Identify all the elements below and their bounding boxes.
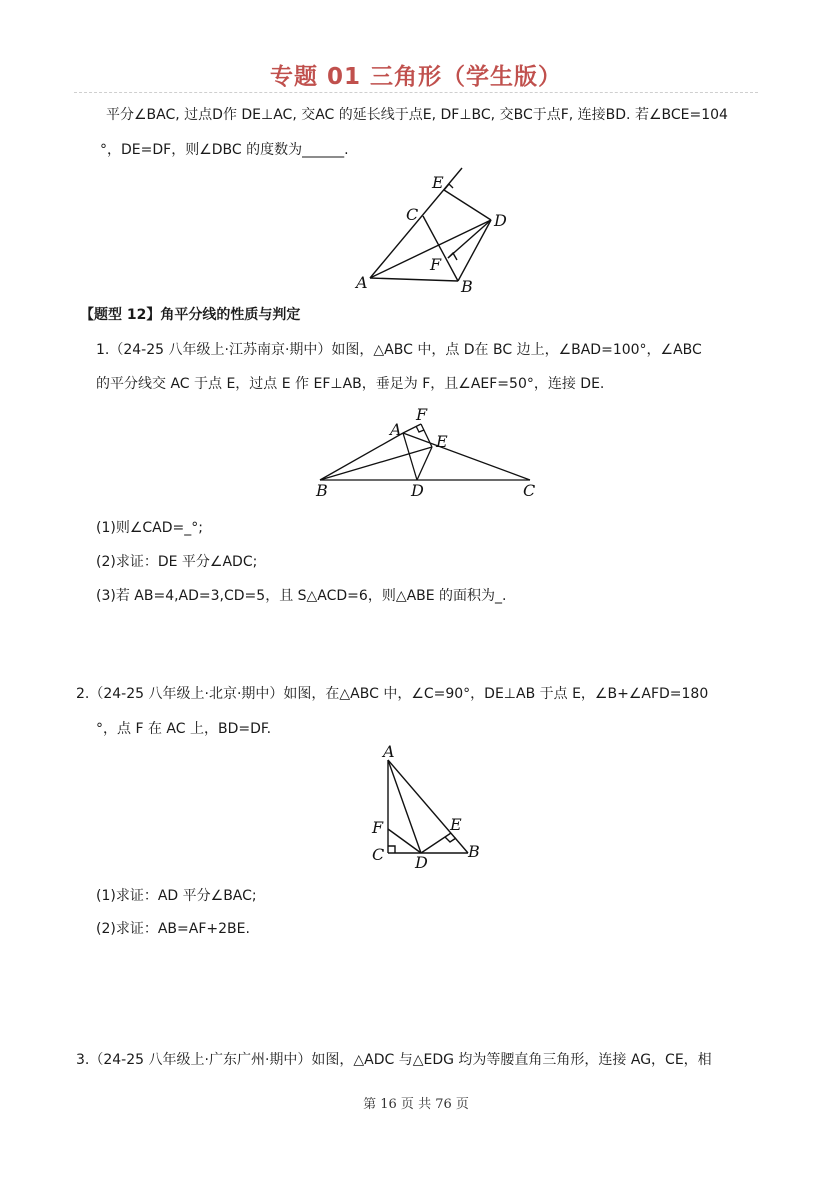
- fig1-label-f: F: [430, 255, 442, 274]
- page-footer: 第 16 页 共 76 页: [363, 1097, 469, 1112]
- fig1-line-db: [458, 220, 491, 281]
- fig1-label-d: D: [494, 211, 507, 230]
- figure-2-diagram: [310, 405, 550, 500]
- fig1-label-b: B: [461, 277, 473, 294]
- fig2-label-d: D: [411, 481, 424, 500]
- fig3-label-a: A: [383, 742, 395, 761]
- fig2-line-fe: [421, 424, 432, 447]
- fig2-label-e: E: [436, 432, 448, 451]
- q1-part-1: (1)则∠CAD=_°;: [96, 520, 203, 536]
- fig2-label-f: F: [416, 405, 428, 424]
- fig3-label-c: C: [372, 845, 385, 864]
- fig2-label-c: C: [523, 481, 536, 500]
- q2-part-2: (2)求证：AB=AF+2BE.: [96, 921, 250, 937]
- fig2-line-ac: [403, 433, 530, 480]
- fig2-line-ed: [417, 447, 432, 480]
- fig1-right-angle-f: [448, 253, 457, 260]
- q1-line-2: 的平分线交 AC 于点 E，过点 E 作 EF⊥AB，垂足为 F，且∠AEF=50°，连接 DE.: [96, 376, 605, 392]
- fig3-label-b: B: [468, 842, 480, 861]
- page-title: 专题 01 三角形（学生版）: [269, 64, 563, 90]
- fig3-label-f: F: [372, 818, 384, 837]
- figure-1-diagram: [340, 162, 520, 294]
- fig2-label-a: A: [390, 420, 402, 439]
- fig2-line-ad: [403, 433, 417, 480]
- fig3-label-e: E: [450, 815, 462, 834]
- q2-part-1: (1)求证：AD 平分∠BAC;: [96, 888, 257, 904]
- q3-line-1: 3.（24-25 八年级上·广东广州·期中）如图，△ADC 与△EDG 均为等腰直角三角形，连接 AG，CE，相: [76, 1052, 712, 1068]
- fig2-label-b: B: [316, 481, 328, 500]
- q2-line-2: °，点 F 在 AC 上，BD=DF.: [96, 721, 272, 737]
- fig1-label-a: A: [356, 273, 368, 292]
- fig3-line-de: [421, 833, 451, 853]
- fig1-label-e: E: [432, 173, 444, 192]
- q1-line-1: 1.（24-25 八年级上·江苏南京·期中）如图，△ABC 中，点 D在 BC 边上，∠BAD=100°，∠ABC: [96, 342, 702, 358]
- fig1-line-df: [448, 220, 491, 258]
- q1-part-2: (2)求证：DE 平分∠ADC;: [96, 554, 258, 570]
- fig1-line-ab: [370, 278, 458, 281]
- fig3-right-angle-c: [388, 846, 395, 853]
- q2-line-1: 2.（24-25 八年级上·北京·期中）如图，在△ABC 中，∠C=90°，DE⊥AB 于点 E，∠B+∠AFD=180: [76, 686, 709, 702]
- fig1-label-c: C: [406, 205, 419, 224]
- fig3-line-ab: [388, 760, 468, 853]
- intro-line-1: 平分∠BAC, 过点D作 DE⊥AC, 交AC 的延长线于点E, DF⊥BC, 交BC于点F, 连接BD. 若∠BCE=104: [106, 107, 728, 123]
- figure-3-diagram: [366, 740, 490, 872]
- q1-part-3: (3)若 AB=4,AD=3,CD=5，且 S△ACD=6，则△ABE 的面积为_.: [96, 588, 507, 604]
- section-title: 【题型 12】角平分线的性质与判定: [80, 307, 301, 323]
- fig2-line-ba: [320, 433, 403, 480]
- fig1-line-ed: [444, 190, 491, 220]
- fig3-line-ad: [388, 760, 421, 853]
- header-divider: [74, 92, 758, 93]
- intro-line-2: °，DE=DF，则∠DBC 的度数为______.: [100, 142, 349, 158]
- fig3-label-d: D: [415, 853, 428, 872]
